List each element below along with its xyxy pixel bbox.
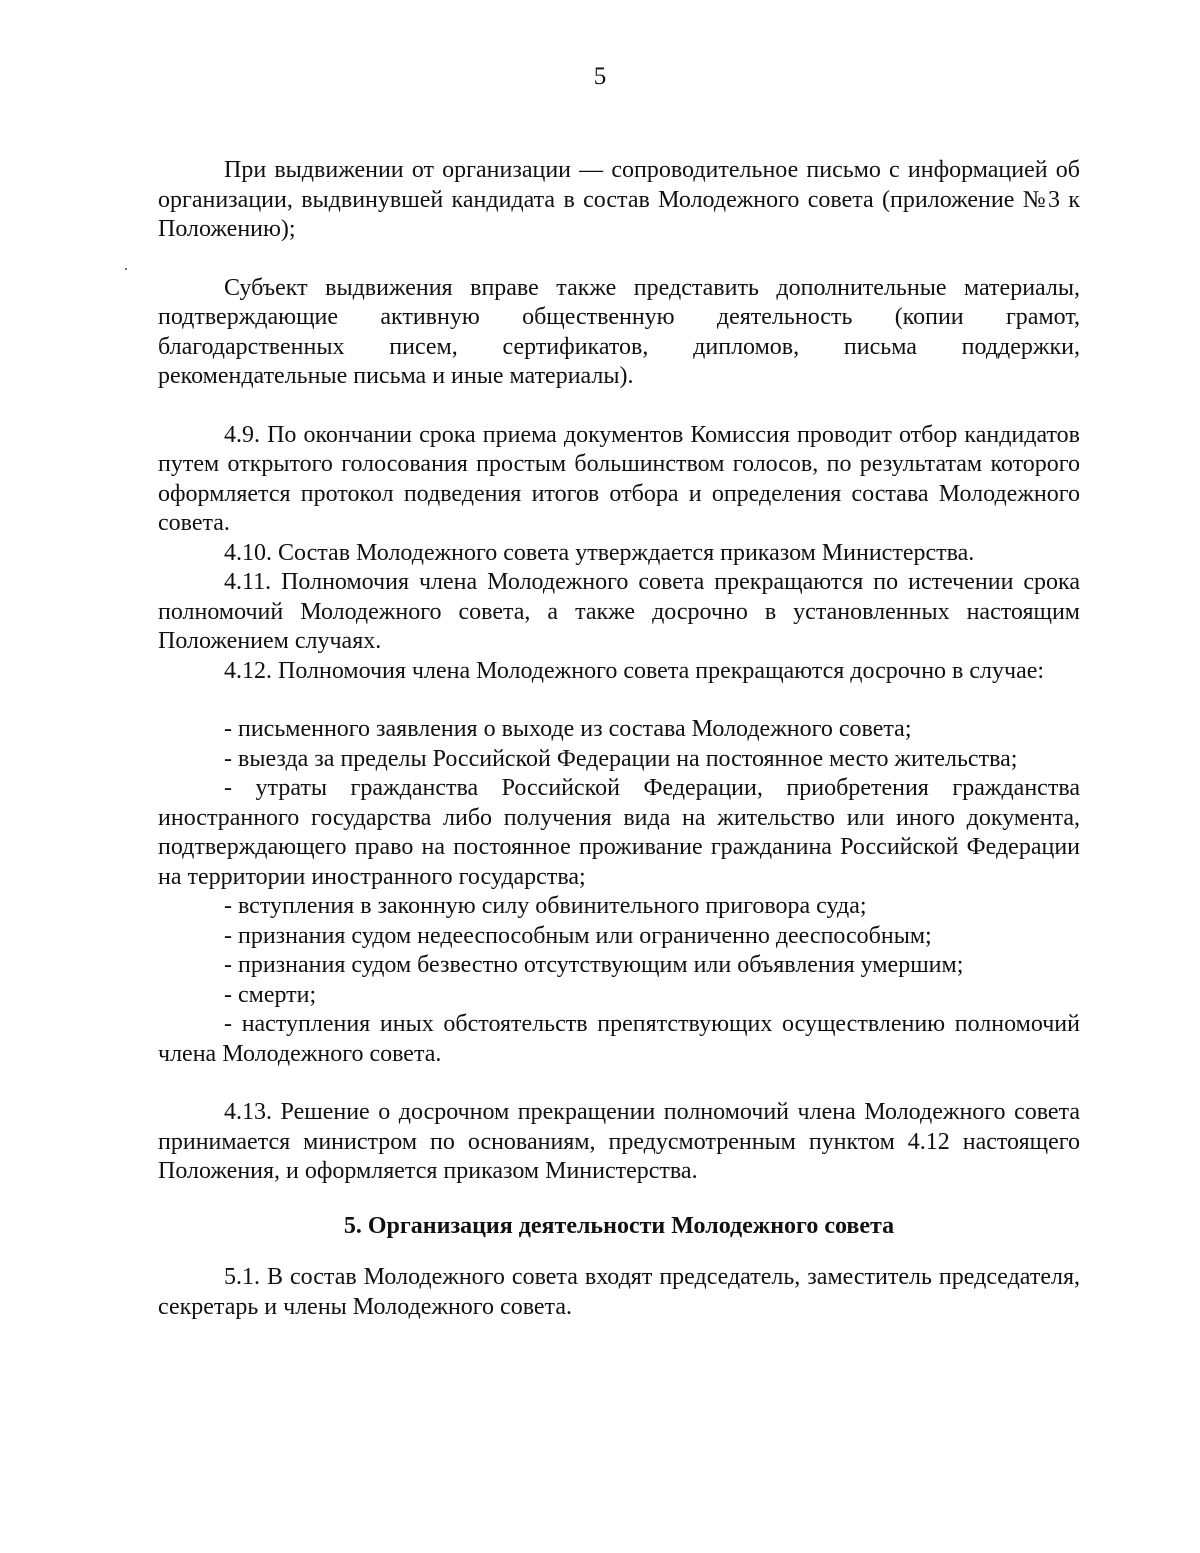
list-item-incapacity: - признания судом недееспособным или ограниченно дееспособным; [224, 922, 932, 949]
list-item-missing: - признания судом безвестно отсутствующим или объявления умершим; [224, 952, 964, 978]
list-item-resignation: - письменного заявления о выходе из состава Молодежного совета; [224, 716, 912, 742]
paragraph-additional-materials: Субъект выдвижения вправе также представить дополнительные материалы, подтверждающие активную общественную деятельность (копии грамот, благодарственных писем, сертификатов, дипломов, письма поддержки, рекомендательные письма и иные материалы). [158, 274, 1080, 389]
page-number: 5 [593, 63, 607, 90]
list-item-relocation: - выезда за пределы Российской Федерации на постоянное место жительства; [224, 745, 1018, 772]
scan-speck [125, 268, 127, 270]
paragraph-4-10: 4.10. Состав Молодежного совета утверждается приказом Министерства. [224, 539, 975, 566]
paragraph-4-11: 4.11. Полномочия члена Молодежного совета прекращаются по истечении срока полномочий Молодежного совета, а также досрочно в установленных настоящим Положением случаях. [158, 569, 1080, 654]
list-item-conviction: - вступления в законную силу обвинительного приговора суда; [224, 893, 867, 919]
list-item-other-circumstances: - наступления иных обстоятельств препятствующих осуществлению полномочий члена Молодежного совета. [158, 1011, 1080, 1067]
paragraph-4-12: 4.12. Полномочия члена Молодежного совета прекращаются досрочно в случае: [224, 657, 1045, 684]
paragraph-4-13: 4.13. Решение о досрочном прекращении полномочий члена Молодежного совета принимается министром по основаниям, предусмотренным пунктом 4.12 настоящего Положения, и оформляется приказом Министерства. [158, 1099, 1080, 1184]
section-5-heading: 5. Организация деятельности Молодежного совета [343, 1212, 895, 1239]
list-item-death: - смерти; [224, 981, 317, 1008]
list-item-citizenship-loss: - утраты гражданства Российской Федерации, приобретения гражданства иностранного государства либо получения вида на жительство или иного документа, подтверждающего право на постоянное проживание гражданина Российской Федерации на территории иностранного государства; [158, 775, 1080, 890]
paragraph-organization-letter: При выдвижении от организации — сопроводительное письмо с информацией об организации, выдвинувшей кандидата в состав Молодежного совета (приложение №3 к Положению); [158, 157, 1080, 242]
document-body [158, 156, 1080, 1322]
paragraph-5-1: 5.1. В состав Молодежного совета входят председатель, заместитель председателя, секретарь и члены Молодежного совета. [158, 1264, 1080, 1320]
paragraph-4-9: 4.9. По окончании срока приема документов Комиссия проводит отбор кандидатов путем открытого голосования простым большинством голосов, по результатам которого оформляется протокол подведения итогов отбора и определения состава Молодежного совета. [158, 421, 1080, 536]
